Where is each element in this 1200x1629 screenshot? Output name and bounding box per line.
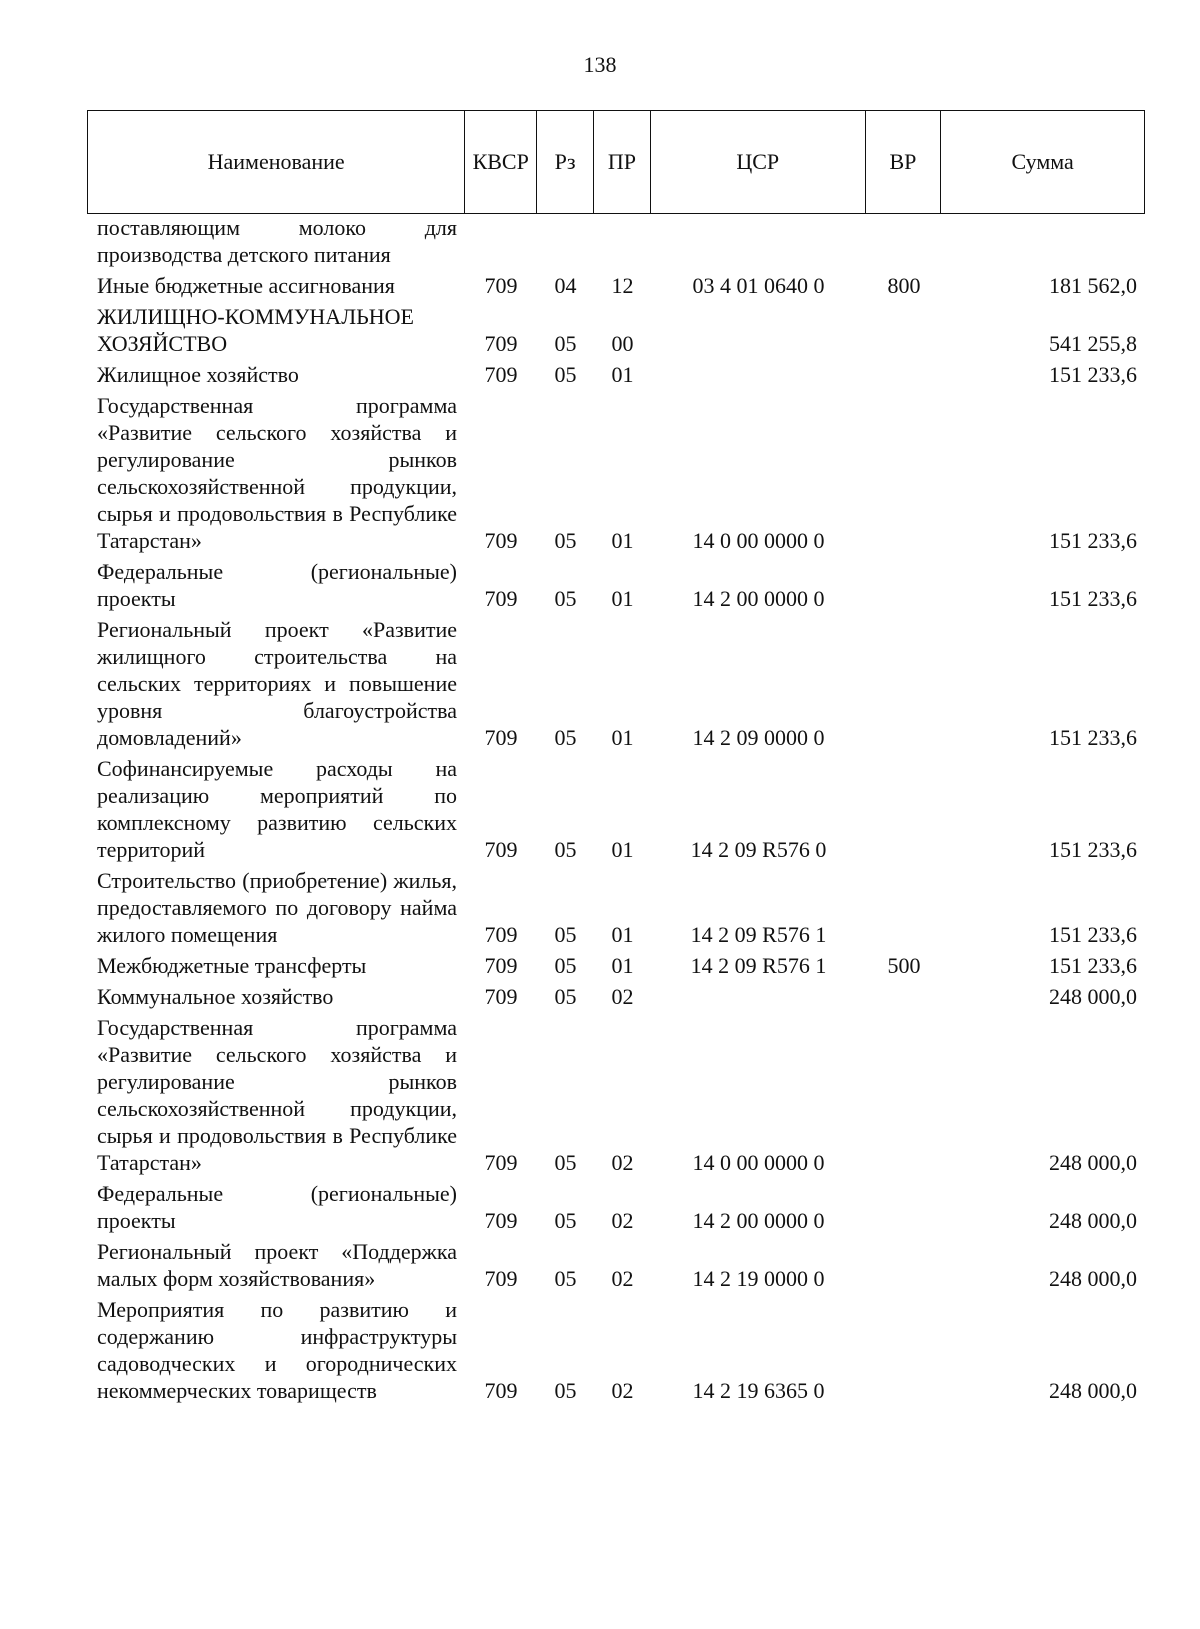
cell-kvsr: 709 xyxy=(484,922,518,947)
cell-kvsr: 709 xyxy=(484,1378,518,1403)
table-row xyxy=(87,1296,1145,1404)
cell-sum: 151 233,6 xyxy=(1049,528,1137,553)
cell-vr: 500 xyxy=(887,953,921,978)
cell-kvsr: 709 xyxy=(484,273,518,298)
cell-pr: 02 xyxy=(611,984,634,1009)
cell-name: ЖИЛИЩНО-КОММУНАЛЬНОЕ ХОЗЯЙСТВО xyxy=(97,304,414,356)
cell-name: Жилищное хозяйство xyxy=(97,362,299,387)
cell-rz: 05 xyxy=(554,1208,577,1233)
cell-rz: 05 xyxy=(554,331,577,356)
cell-name: Федеральные (региональные) проекты xyxy=(97,1181,457,1233)
cell-name: Межбюджетные трансферты xyxy=(97,953,367,978)
cell-csr: 14 2 19 6365 0 xyxy=(692,1378,825,1403)
cell-sum: 248 000,0 xyxy=(1049,1208,1137,1233)
cell-kvsr: 709 xyxy=(484,984,518,1009)
cell-sum: 248 000,0 xyxy=(1049,1266,1137,1291)
cell-csr: 14 2 00 0000 0 xyxy=(692,586,825,611)
cell-rz: 05 xyxy=(554,984,577,1009)
cell-kvsr: 709 xyxy=(484,837,518,862)
cell-sum: 541 255,8 xyxy=(1049,331,1137,356)
cell-csr: 14 2 19 0000 0 xyxy=(692,1266,825,1291)
cell-rz: 05 xyxy=(554,953,577,978)
table-row xyxy=(87,1238,1145,1292)
cell-pr: 01 xyxy=(611,586,634,611)
cell-sum: 248 000,0 xyxy=(1049,1378,1137,1403)
cell-sum: 181 562,0 xyxy=(1049,273,1137,298)
cell-rz: 05 xyxy=(554,1266,577,1291)
cell-kvsr: 709 xyxy=(484,1208,518,1233)
cell-pr: 02 xyxy=(611,1150,634,1175)
cell-pr: 00 xyxy=(611,331,634,356)
cell-name: Софинансируемые расходы на реализацию мероприятий по комплексному развитию сельских территорий xyxy=(97,756,457,862)
table-body xyxy=(87,214,1145,1408)
cell-rz: 05 xyxy=(554,922,577,947)
table-row xyxy=(87,303,1145,357)
table-header xyxy=(87,110,1145,214)
cell-pr: 01 xyxy=(611,725,634,750)
header-vr: ВР xyxy=(866,111,942,213)
cell-pr: 02 xyxy=(611,1266,634,1291)
cell-rz: 05 xyxy=(554,837,577,862)
cell-csr: 14 0 00 0000 0 xyxy=(692,1150,825,1175)
cell-pr: 02 xyxy=(611,1378,634,1403)
header-pr: ПР xyxy=(594,111,651,213)
cell-csr: 03 4 01 0640 0 xyxy=(692,273,825,298)
header-name: Наименование xyxy=(88,111,465,213)
cell-pr: 01 xyxy=(611,362,634,387)
cell-csr: 14 2 00 0000 0 xyxy=(692,1208,825,1233)
cell-sum: 151 233,6 xyxy=(1049,837,1137,862)
page-number: 138 xyxy=(583,52,617,77)
table-row xyxy=(87,867,1145,948)
cell-name: Коммунальное хозяйство xyxy=(97,984,334,1009)
cell-name: Региональный проект «Поддержка малых форм хозяйствования» xyxy=(97,1239,457,1291)
cell-kvsr: 709 xyxy=(484,725,518,750)
cell-kvsr: 709 xyxy=(484,953,518,978)
cell-name: Строительство (приобретение) жилья, предоставляемого по договору найма жилого помещения xyxy=(97,868,457,947)
cell-rz: 05 xyxy=(554,725,577,750)
cell-csr: 14 2 09 R576 1 xyxy=(690,953,827,978)
cell-pr: 01 xyxy=(611,953,634,978)
cell-name: Государственная программа «Развитие сельского хозяйства и регулирование рынков сельскохозяйственной продукции, сырья и продовольствия в Республике Татарстан» xyxy=(97,393,457,553)
cell-rz: 05 xyxy=(554,1378,577,1403)
cell-pr: 01 xyxy=(611,837,634,862)
table-row xyxy=(87,616,1145,751)
cell-kvsr: 709 xyxy=(484,331,518,356)
cell-rz: 05 xyxy=(554,1150,577,1175)
table-row xyxy=(87,755,1145,863)
table-row xyxy=(87,392,1145,554)
cell-rz: 04 xyxy=(554,273,577,298)
cell-rz: 05 xyxy=(554,528,577,553)
cell-sum: 151 233,6 xyxy=(1049,586,1137,611)
cell-name: Федеральные (региональные) проекты xyxy=(97,559,457,611)
table-row xyxy=(87,361,1145,388)
cell-name: Государственная программа «Развитие сельского хозяйства и регулирование рынков сельскохозяйственной продукции, сырья и продовольствия в Республике Татарстан» xyxy=(97,1015,457,1175)
cell-name: Иные бюджетные ассигнования xyxy=(97,273,395,298)
table-row xyxy=(87,1180,1145,1234)
cell-name: Мероприятия по развитию и содержанию инфраструктуры садоводческих и огороднических некоммерческих товариществ xyxy=(97,1297,457,1403)
cell-pr: 12 xyxy=(611,273,634,298)
header-sum: Сумма xyxy=(1011,149,1074,174)
cell-sum: 151 233,6 xyxy=(1049,953,1137,978)
table-row xyxy=(87,272,1145,299)
cell-sum: 151 233,6 xyxy=(1049,922,1137,947)
cell-csr: 14 2 09 0000 0 xyxy=(692,725,825,750)
table-row xyxy=(87,558,1145,612)
cell-kvsr: 709 xyxy=(484,528,518,553)
cell-sum: 248 000,0 xyxy=(1049,984,1137,1009)
header-kvsr: КВСР xyxy=(465,111,537,213)
cell-pr: 01 xyxy=(611,528,634,553)
cell-csr: 14 0 00 0000 0 xyxy=(692,528,825,553)
header-rz: Рз xyxy=(537,111,594,213)
cell-csr: 14 2 09 R576 1 xyxy=(690,922,827,947)
table-row xyxy=(87,1014,1145,1176)
cell-name: поставляющим молоко для производства детского питания xyxy=(97,215,457,267)
cell-kvsr: 709 xyxy=(484,362,518,387)
cell-rz: 05 xyxy=(554,586,577,611)
cell-sum: 248 000,0 xyxy=(1049,1150,1137,1175)
table-row xyxy=(87,214,1145,268)
cell-kvsr: 709 xyxy=(484,586,518,611)
cell-kvsr: 709 xyxy=(484,1266,518,1291)
cell-csr: 14 2 09 R576 0 xyxy=(690,837,827,862)
cell-name: Региональный проект «Развитие жилищного строительства на сельских территориях и повышение уровня благоустройства домовладений» xyxy=(97,617,457,750)
cell-vr: 800 xyxy=(887,273,921,298)
cell-pr: 02 xyxy=(611,1208,634,1233)
cell-rz: 05 xyxy=(554,362,577,387)
cell-sum: 151 233,6 xyxy=(1049,725,1137,750)
cell-pr: 01 xyxy=(611,922,634,947)
cell-sum: 151 233,6 xyxy=(1049,362,1137,387)
cell-kvsr: 709 xyxy=(484,1150,518,1175)
table-row xyxy=(87,983,1145,1010)
table-row xyxy=(87,952,1145,979)
header-csr: ЦСР xyxy=(651,111,866,213)
